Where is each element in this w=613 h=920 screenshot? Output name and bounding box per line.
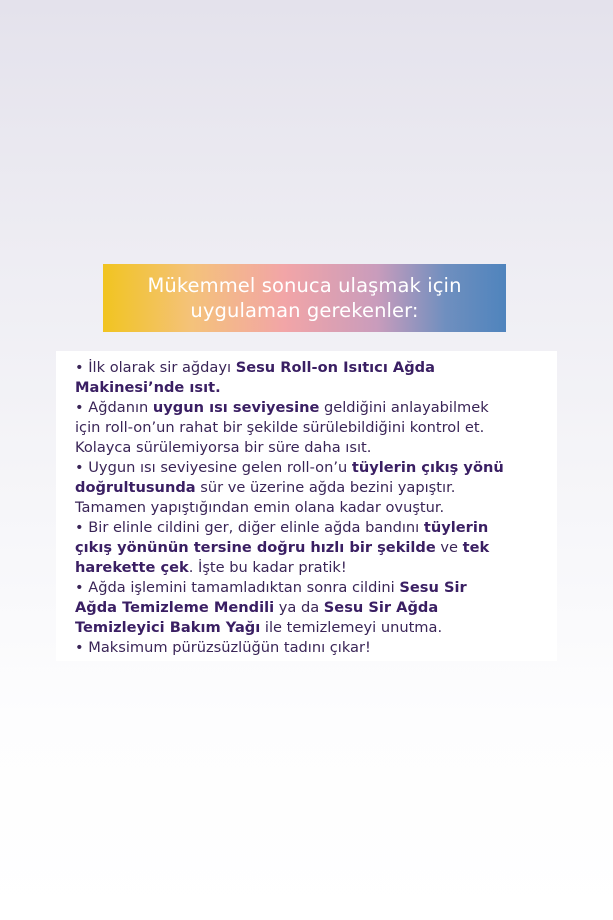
instruction-line: Kolayca sürülemiyorsa bir süre daha ısıt. bbox=[75, 439, 372, 456]
instruction-line: • İlk olarak sir ağdayı Sesu Roll-on Isıtıcı Ağda bbox=[75, 359, 435, 376]
instruction-line: Tamamen yapıştığından emin olana kadar ovuştur. bbox=[75, 499, 445, 516]
instruction-line: için roll-on’un rahat bir şekilde sürülebildiğini kontrol et. bbox=[75, 419, 485, 436]
instruction-line: • Ağdanın uygun ısı seviyesine geldiğini anlayabilmek bbox=[75, 399, 489, 416]
instruction-line: doğrultusunda sür ve üzerine ağda bezini yapıştır. bbox=[75, 479, 456, 496]
banner-title-line-1: Mükemmel sonuca ulaşmak için bbox=[147, 274, 462, 297]
instructions-card bbox=[56, 351, 557, 661]
instruction-line: • Bir elinle cildini ger, diğer elinle ağda bandını tüylerin bbox=[75, 519, 489, 536]
instruction-line: Temizleyici Bakım Yağı ile temizlemeyi unutma. bbox=[75, 619, 443, 636]
instruction-line: • Maksimum pürüzsüzlüğün tadını çıkar! bbox=[75, 639, 371, 656]
instruction-line: Ağda Temizleme Mendili ya da Sesu Sir Ağda bbox=[75, 599, 439, 616]
instructions-banner bbox=[103, 264, 506, 332]
instruction-line: • Ağda işlemini tamamladıktan sonra cildini Sesu Sir bbox=[75, 579, 467, 596]
instruction-line: Makinesi’nde ısıt. bbox=[75, 379, 221, 396]
instruction-line: harekette çek. İşte bu kadar pratik! bbox=[75, 559, 347, 576]
instruction-line: çıkış yönünün tersine doğru hızlı bir şekilde ve tek bbox=[75, 539, 490, 556]
banner-title-line-2: uygulaman gerekenler: bbox=[190, 299, 419, 322]
instruction-line: • Uygun ısı seviyesine gelen roll-on’u tüylerin çıkış yönü bbox=[75, 459, 504, 476]
